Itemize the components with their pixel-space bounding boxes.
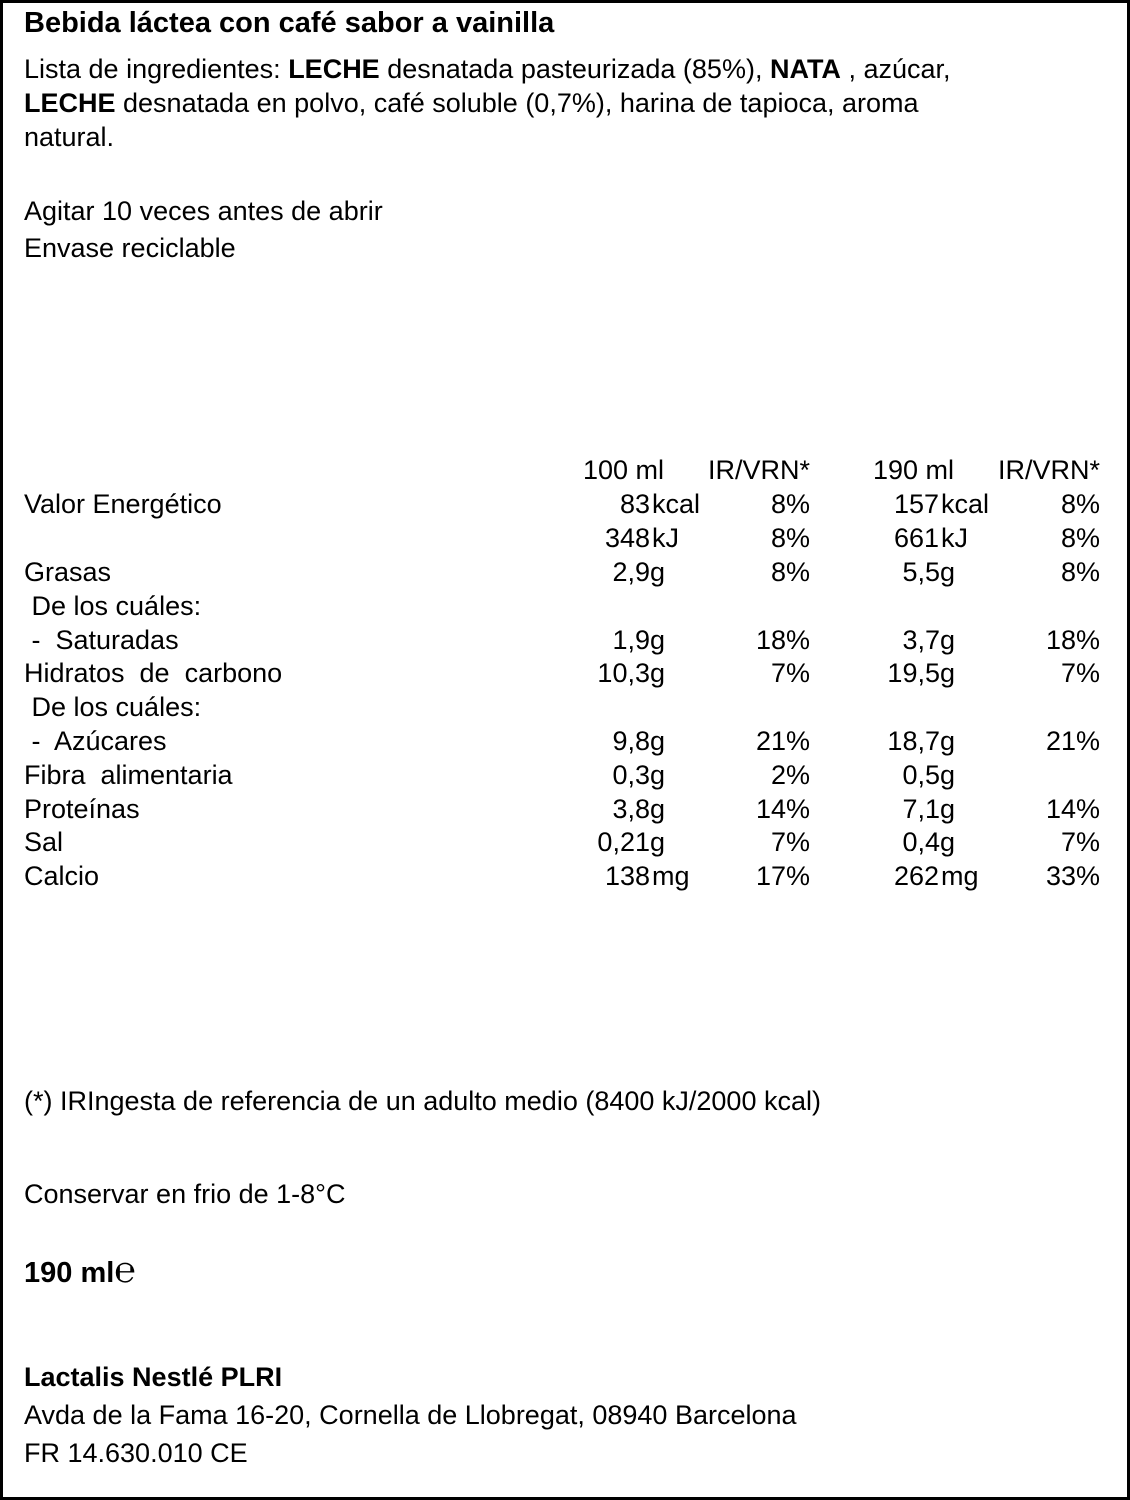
storage-note: Conservar en frio de 1-8°C	[24, 1179, 346, 1209]
energy-kcal-unit-190: kcal	[941, 489, 990, 519]
energy-kcal-ir-190: 8%	[1060, 489, 1100, 519]
registration-code: FR 14.630.010 CE	[24, 1438, 248, 1468]
energy-kj-unit-100: kJ	[652, 523, 679, 553]
nutrient-value-100: 9,8g	[612, 726, 665, 756]
nutrient-value-190: 0,4g	[902, 827, 955, 857]
nutrient-value-190: 19,5g	[887, 658, 955, 688]
nutrient-ir-190: 18%	[1045, 625, 1100, 655]
recycle-note: Envase reciclable	[24, 233, 236, 263]
energy-kj-ir-190: 8%	[1060, 523, 1100, 553]
energy-kcal-ir-100: 8%	[770, 489, 810, 519]
nutrient-ir-100: 18%	[755, 625, 810, 655]
nutrient-ir-190: 7%	[1060, 827, 1100, 857]
nutrient-label: Hidratos de carbono	[24, 658, 283, 688]
allergen-cream: NATA	[769, 54, 841, 84]
calcium-value-100: 138	[604, 861, 650, 891]
nutrient-ir-100: 2%	[770, 760, 810, 790]
nutrient-ir-190: 21%	[1045, 726, 1100, 756]
nutrient-ir-100: 7%	[770, 658, 810, 688]
ingredients-line-1	[24, 52, 951, 86]
energy-kcal-unit-100: kcal	[652, 489, 701, 519]
nutrient-label: - Saturadas	[24, 625, 179, 655]
nutrient-ir-100: 7%	[770, 827, 810, 857]
energy-kcal-100: 83	[619, 489, 650, 519]
nutrient-label: De los cuáles:	[24, 591, 202, 621]
nutrient-value-100: 2,9g	[612, 557, 665, 587]
allergen-milk: LECHE	[288, 54, 380, 84]
ingredients-text: desnatada en polvo, café soluble (0,7%), harina de tapioca, aroma	[115, 88, 919, 118]
nutrient-value-190: 7,1g	[902, 794, 955, 824]
header-100ml: 100 ml	[583, 455, 665, 485]
nutrient-label: Sal	[24, 827, 64, 857]
shake-instruction: Agitar 10 veces antes de abrir	[24, 196, 383, 226]
nutrient-ir-190: 8%	[1060, 557, 1100, 587]
header-ir-190ml: IR/VRN*	[997, 455, 1100, 485]
nutrient-label: - Azúcares	[24, 726, 167, 756]
nutrient-label: De los cuáles:	[24, 692, 202, 722]
nutrient-ir-190: 7%	[1060, 658, 1100, 688]
nutrient-value-190: 5,5g	[902, 557, 955, 587]
volume-value: 190 ml	[24, 1257, 115, 1289]
ingredients-text: desnatada pasteurizada (85%),	[379, 54, 770, 84]
estimated-sign-icon: ℮	[114, 1250, 136, 1290]
energy-kj-190: 661	[893, 523, 939, 553]
nutrient-value-100: 1,9g	[612, 625, 665, 655]
ingredients-line-3: natural.	[24, 122, 115, 152]
product-title: Bebida láctea con café sabor a vainilla	[24, 7, 555, 39]
nutrient-ir-100: 14%	[755, 794, 810, 824]
nutrient-value-190: 0,5g	[902, 760, 955, 790]
calcium-unit-100: mg	[652, 861, 690, 891]
ingredients-line-2	[24, 86, 919, 120]
nutrient-ir-190: 14%	[1045, 794, 1100, 824]
calcium-label: Calcio	[24, 861, 100, 891]
energy-kj-ir-100: 8%	[770, 523, 810, 553]
energy-kj-100: 348	[604, 523, 650, 553]
nutrient-value-100: 0,21g	[597, 827, 665, 857]
company-address: Avda de la Fama 16-20, Cornella de Llobregat, 08940 Barcelona	[24, 1400, 797, 1430]
nutrient-label: Fibra alimentaria	[24, 760, 233, 790]
header-190ml: 190 ml	[873, 455, 955, 485]
nutrient-value-100: 0,3g	[612, 760, 665, 790]
nutrient-value-100: 10,3g	[597, 658, 665, 688]
ingredients-intro: Lista de ingredientes:	[24, 54, 289, 84]
nutrient-label: Grasas	[24, 557, 112, 587]
calcium-ir-100: 17%	[755, 861, 810, 891]
energy-kcal-190: 157	[893, 489, 939, 519]
ingredients-text: , azúcar,	[840, 54, 951, 84]
header-ir-100ml: IR/VRN*	[707, 455, 810, 485]
allergen-milk: LECHE	[24, 88, 116, 118]
energy-label: Valor Energético	[24, 489, 222, 519]
calcium-value-190: 262	[893, 861, 939, 891]
nutrient-ir-100: 8%	[770, 557, 810, 587]
company-name: Lactalis Nestlé PLRI	[24, 1362, 283, 1392]
calcium-ir-190: 33%	[1045, 861, 1100, 891]
reference-footnote: (*) IRIngesta de referencia de un adulto medio (8400 kJ/2000 kcal)	[24, 1086, 821, 1116]
nutrient-value-100: 3,8g	[612, 794, 665, 824]
nutrient-label: Proteínas	[24, 794, 140, 824]
nutrient-ir-100: 21%	[755, 726, 810, 756]
net-volume	[24, 1250, 136, 1290]
calcium-unit-190: mg	[941, 861, 979, 891]
nutrient-value-190: 3,7g	[902, 625, 955, 655]
energy-kj-unit-190: kJ	[941, 523, 968, 553]
nutrient-value-190: 18,7g	[887, 726, 955, 756]
